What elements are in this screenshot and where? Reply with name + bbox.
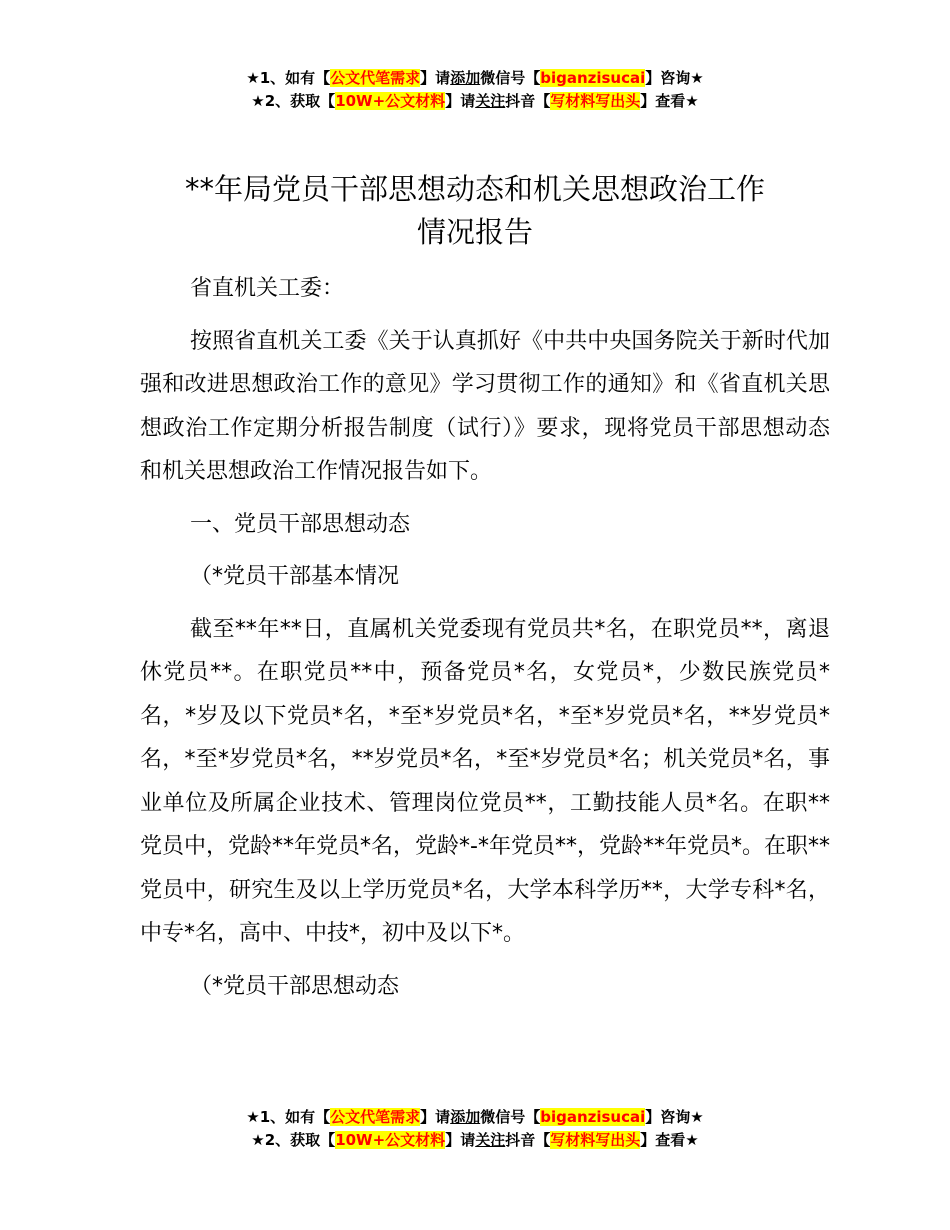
promo-highlight: 公文代笔需求 xyxy=(330,1108,421,1126)
promo-text: 微信号【 xyxy=(480,1108,541,1126)
promo-underlined: 添加 xyxy=(450,69,481,87)
promo-text: 】请 xyxy=(420,1108,451,1126)
promo-text: 抖音【 xyxy=(505,1131,551,1149)
promo-text: 】咨询★ xyxy=(645,1108,704,1126)
subsection-heading-2: （*党员干部思想动态 xyxy=(190,973,400,999)
promo-text: ★2、获取【 xyxy=(251,1131,336,1149)
basic-info-paragraph: 截至**年**日，直属机关党委现有党员共*名，在职党员**，离退休党员**。在职党员**中，预备党员*名，女党员*，少数民族党员*名，*岁及以下党员*名，*至*岁党员*名，*至*岁党员*名，**岁党员*名，*至*岁党员*名，**岁党员*名，*至*岁党员*名；机关党员*名，事业单位及所属企业技术、管理岗位党员**，工勤技能人员*名。在职**党员中，党龄**年党员*名，党龄*-*年党员**，党龄**年党员*。在职**党员中，研究生及以上学历党员*名，大学本科学历**，大学专科*名，中专*名，高中、中技*，初中及以下*。 xyxy=(140,616,830,946)
promo-highlight: 公文代笔需求 xyxy=(330,69,421,87)
subsection-heading-1: （*党员干部基本情况 xyxy=(190,564,400,589)
title-line-1: **年局党员干部思想动态和机关思想政治工作 xyxy=(184,172,765,206)
section-heading-1: 一、党员干部思想动态 xyxy=(190,511,411,537)
document-title xyxy=(0,168,950,254)
promo-wechat-id: biganzisucai xyxy=(540,69,646,87)
document-body xyxy=(140,267,830,1017)
promo-line-2 xyxy=(0,90,950,113)
promo-text: 】请 xyxy=(445,92,476,110)
promo-text: 】查看★ xyxy=(640,1131,699,1149)
promo-text: 】请 xyxy=(445,1131,476,1149)
promo-underlined: 添加 xyxy=(450,1108,481,1126)
promo-text: 】咨询★ xyxy=(645,69,704,87)
promo-douyin-id: 写材料写出头 xyxy=(550,92,641,110)
promo-text: 微信号【 xyxy=(480,69,541,87)
promo-highlight: 10W+公文材料 xyxy=(335,1131,446,1149)
promo-text: 】请 xyxy=(420,69,451,87)
promo-underlined: 关注 xyxy=(475,1131,506,1149)
promo-underlined: 关注 xyxy=(475,92,506,110)
promo-highlight: 10W+公文材料 xyxy=(335,92,446,110)
promo-line-1 xyxy=(0,67,950,90)
promo-wechat-id: biganzisucai xyxy=(540,1108,646,1126)
promo-banner-bottom xyxy=(0,1106,950,1152)
intro-paragraph: 按照省直机关工委《关于认真抓好《中共中央国务院关于新时代加强和改进思想政治工作的意见》学习贯彻工作的通知》和《省直机关思想政治工作定期分析报告制度（试行）》要求，现将党员干部思想动态和机关思想政治工作情况报告如下。 xyxy=(140,328,830,484)
promo-banner-top xyxy=(0,67,950,113)
promo-line-2 xyxy=(0,1129,950,1152)
promo-text: ★1、如有【 xyxy=(246,69,331,87)
promo-text: 抖音【 xyxy=(505,92,551,110)
promo-text: ★2、获取【 xyxy=(251,92,336,110)
promo-text: ★1、如有【 xyxy=(246,1108,331,1126)
promo-douyin-id: 写材料写出头 xyxy=(550,1131,641,1149)
promo-line-1 xyxy=(0,1106,950,1129)
salutation: 省直机关工委： xyxy=(190,276,345,301)
promo-text: 】查看★ xyxy=(640,92,699,110)
title-line-2: 情况报告 xyxy=(416,215,533,249)
